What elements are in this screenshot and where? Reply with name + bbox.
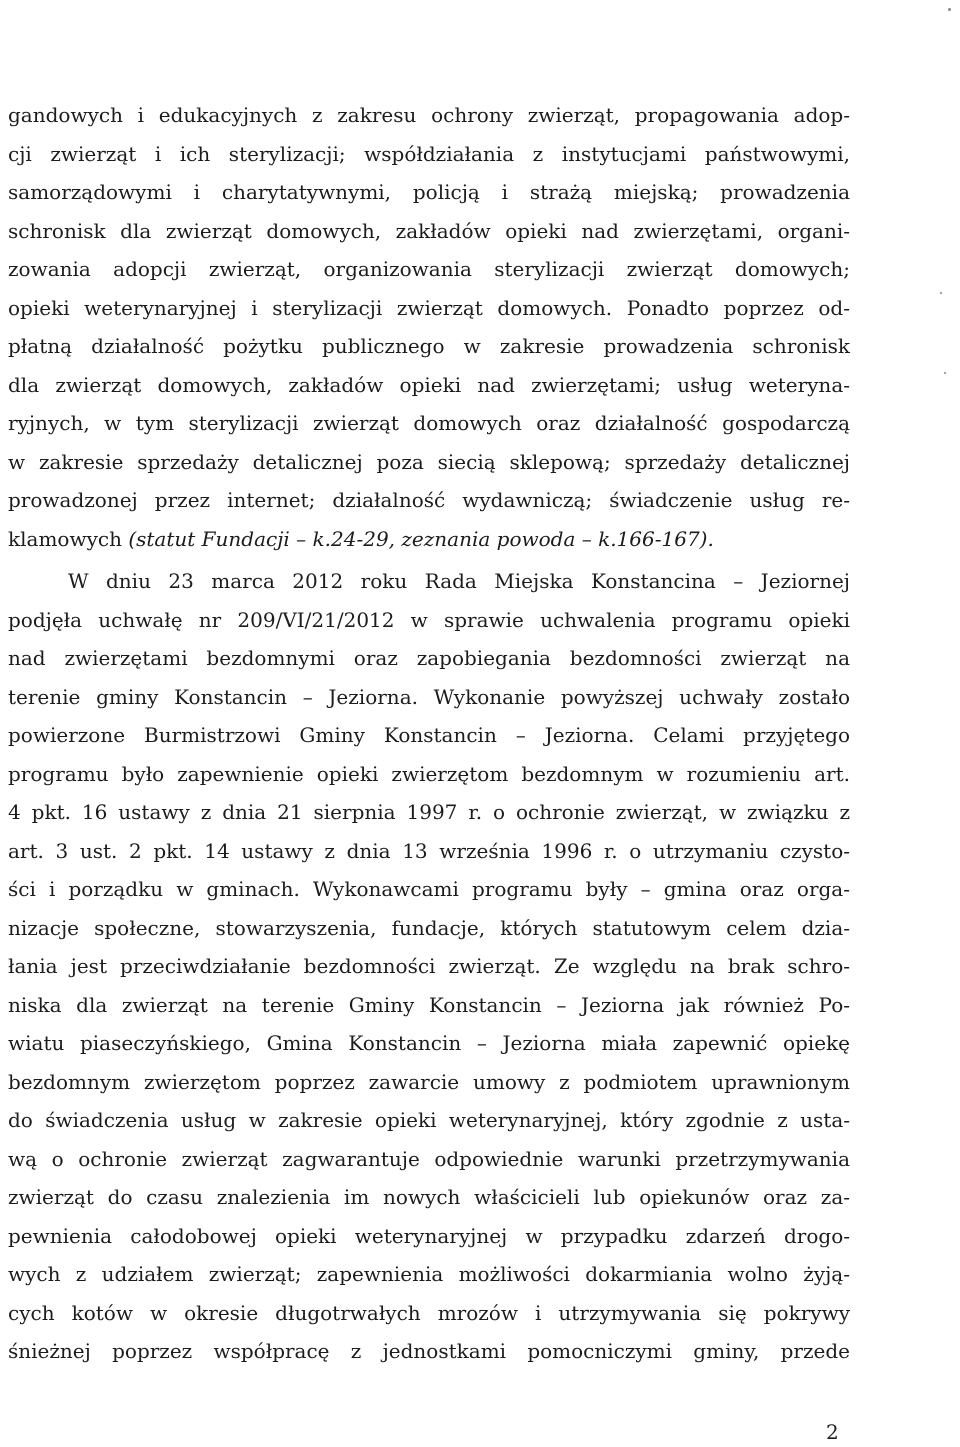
text-line: ryjnych, w tym sterylizacji zwierząt domowych oraz działalność gospodarczą xyxy=(8,411,850,435)
document-body xyxy=(8,96,850,1371)
text-line: wiatu piaseczyńskiego, Gmina Konstancin – Jeziorna miała zapewnić opiekę xyxy=(8,1031,850,1055)
text-line: cych kotów w okresie długotrwałych mrozów i utrzymywania się pokrywy xyxy=(8,1300,850,1325)
text-line: do świadczenia usług w zakresie opieki weterynaryjnej, który zgodnie z usta- xyxy=(8,1108,850,1132)
text-line: prowadzonej przez internet; działalność wydawniczą; świadczenie usług re- xyxy=(8,488,850,512)
scan-speck xyxy=(948,8,951,11)
text-line: powierzone Burmistrzowi Gminy Konstancin – Jeziorna. Celami przyjętego xyxy=(8,723,850,747)
text-line: w zakresie sprzedaży detalicznej poza siecią sklepową; sprzedaży detalicznej xyxy=(8,449,850,474)
text-line: dla zwierząt domowych, zakładów opieki nad zwierzętami; usług weteryna- xyxy=(8,372,850,397)
text-line-first: W dniu 23 marca 2012 roku Rada Miejska Konstancina – Jeziornej xyxy=(68,569,850,593)
text-line: wych z udziałem zwierząt; zapewnienia możliwości dokarmiania wolno żyją- xyxy=(8,1262,850,1286)
text-line: cji zwierząt i ich sterylizacji; współdziałania z instytucjami państwowymi, xyxy=(8,141,850,166)
text-line: schronisk dla zwierząt domowych, zakładów opieki nad zwierzętami, organi- xyxy=(8,218,850,243)
text-line: gandowych i edukacyjnych z zakresu ochrony zwierząt, propagowania adop- xyxy=(8,103,850,127)
text-line: ści i porządku w gminach. Wykonawcami programu były – gmina oraz orga- xyxy=(8,877,850,901)
text-line: podjęła uchwałę nr 209/VI/21/2012 w sprawie uchwalenia programu opieki xyxy=(8,607,850,632)
text-line: pewnienia całodobowej opieki weterynaryjnej w przypadku zdarzeń drogo- xyxy=(8,1223,850,1248)
text-line: niska dla zwierząt na terenie Gminy Konstancin – Jeziorna jak również Po- xyxy=(8,992,850,1017)
text-line: łania jest przeciwdziałanie bezdomności zwierząt. Ze względu na brak schro- xyxy=(8,954,850,978)
paragraph-foundation-activities xyxy=(8,96,850,558)
text-line: wą o ochronie zwierząt zagwarantuje odpowiednie warunki przetrzymywania xyxy=(8,1146,850,1171)
text-line: programu było zapewnienie opieki zwierzętom bezdomnym w rozumieniu art. xyxy=(8,761,850,786)
text-line-last xyxy=(8,520,850,559)
page-number: 2 xyxy=(826,1420,839,1444)
paragraph-city-council-resolution xyxy=(8,562,850,1371)
text-line: terenie gminy Konstancin – Jeziorna. Wykonanie powyższej uchwały zostało xyxy=(8,684,850,709)
citation-statute: (statut Fundacji – k.24-29, zeznania powoda – k.166-167). xyxy=(128,526,714,551)
text-line: zwierząt do czasu znalezienia im nowych właścicieli lub opiekunów oraz za- xyxy=(8,1185,850,1209)
text-line: nizacje społeczne, stowarzyszenia, fundacje, których statutowym celem dzia- xyxy=(8,915,850,940)
text-line: śnieżnej poprzez współpracę z jednostkami pomocniczymi gminy, przede xyxy=(8,1339,850,1363)
text-line: 4 pkt. 16 ustawy z dnia 21 sierpnia 1997 r. o ochronie zwierząt, w związku z xyxy=(8,800,850,824)
text-line: opieki weterynaryjnej i sterylizacji zwierząt domowych. Ponadto poprzez od- xyxy=(8,295,850,320)
text-line: nad zwierzętami bezdomnymi oraz zapobiegania bezdomności zwierząt na xyxy=(8,646,850,670)
scan-speck xyxy=(940,292,942,294)
text-line: art. 3 ust. 2 pkt. 14 ustawy z dnia 13 września 1996 r. o utrzymaniu czysto- xyxy=(8,838,850,863)
text-line: samorządowymi i charytatywnymi, policją i strażą miejską; prowadzenia xyxy=(8,180,850,204)
text-line: płatną działalność pożytku publicznego w zakresie prowadzenia schronisk xyxy=(8,334,850,358)
text-line: zowania adopcji zwierząt, organizowania sterylizacji zwierząt domowych; xyxy=(8,257,850,281)
scan-speck xyxy=(944,372,946,374)
text-line-last-text: klamowych xyxy=(8,526,129,551)
text-line: bezdomnym zwierzętom poprzez zawarcie umowy z podmiotem uprawnionym xyxy=(8,1069,850,1094)
